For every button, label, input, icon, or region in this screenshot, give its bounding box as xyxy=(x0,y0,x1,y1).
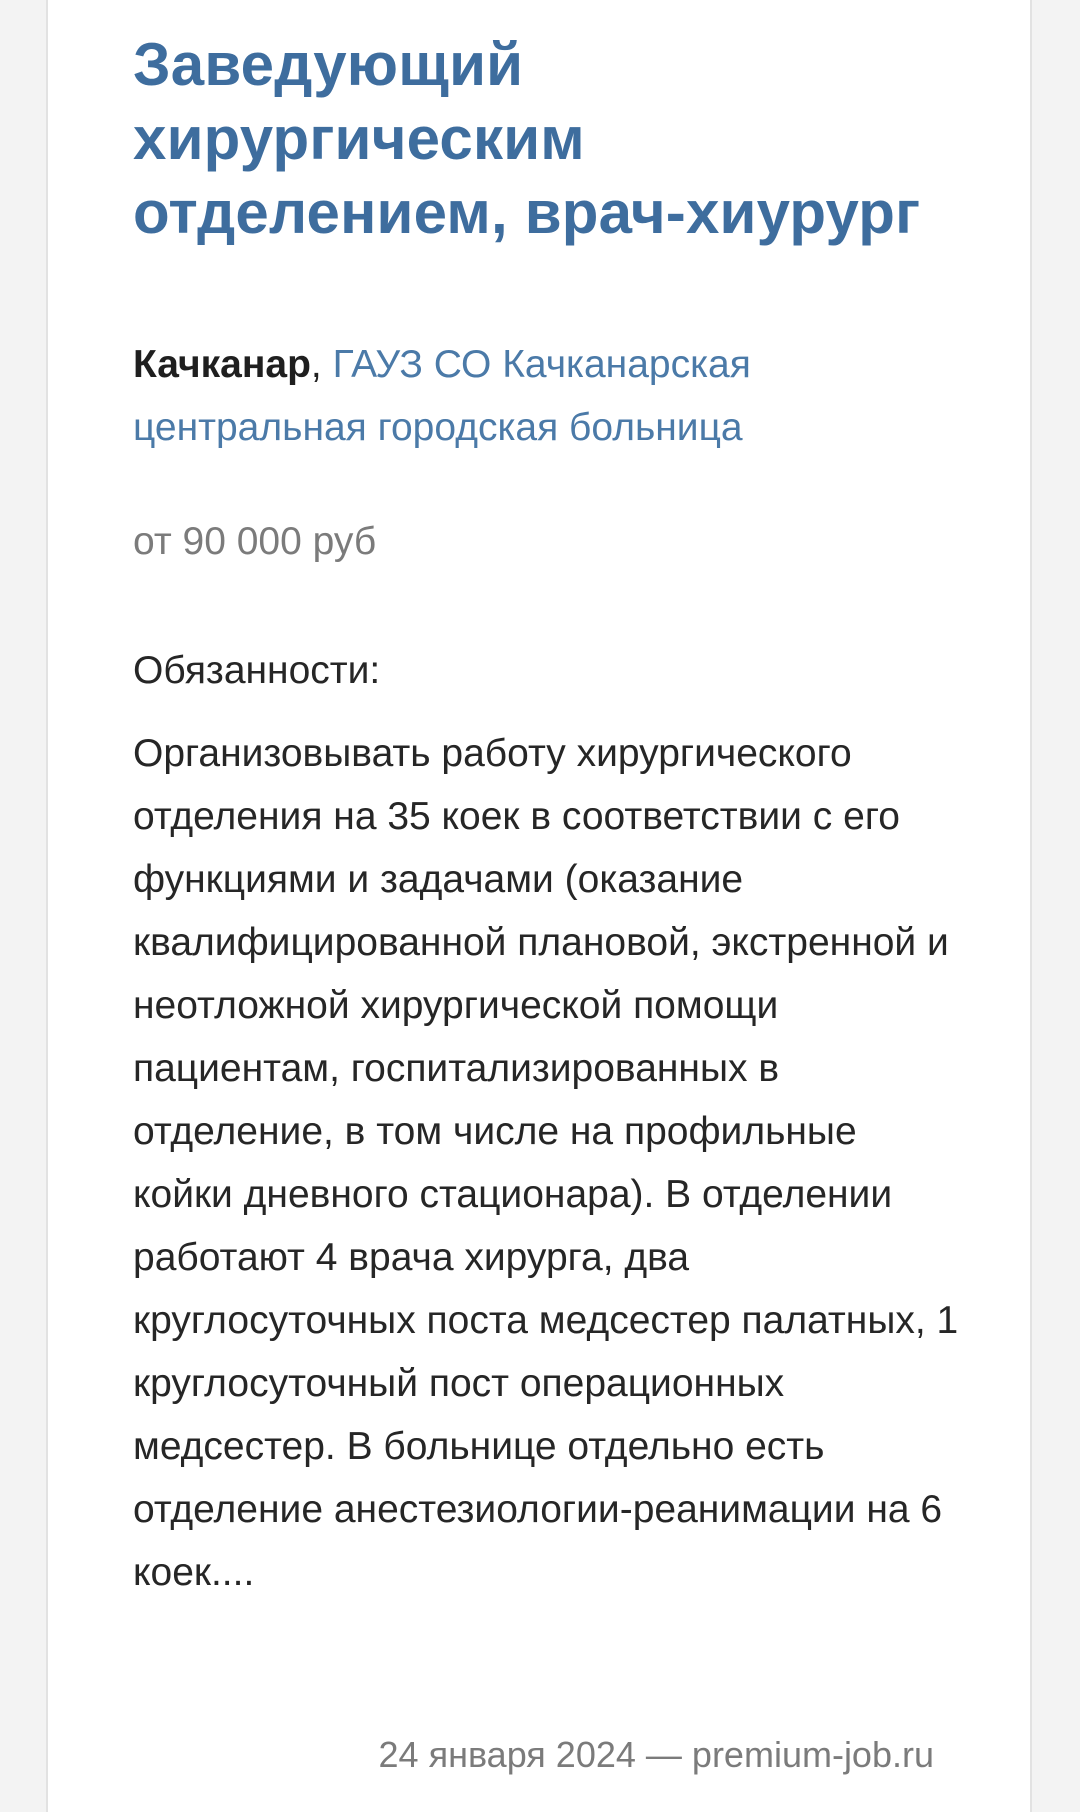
vacancy-salary: от 90 000 руб xyxy=(133,520,377,563)
location-separator: , xyxy=(310,343,333,386)
vacancy-card xyxy=(46,0,1032,1812)
employer-link[interactable]: ГАУЗ СО Качканарская центральная городская больница xyxy=(133,343,751,449)
duties-heading: Обязанности: xyxy=(133,649,381,692)
duties-description: Организовывать работу хирургического отделения на 35 коек в соответствии с его функциями и задачами (оказание квалифицированной плановой, экстренной и неотложной хирургической помощи пациентам, госпитализированных в отделение, в том числе на профильные койки дневного стационара). В отделении работают 4 врача хирурга, два круглосуточных поста медсестер палатных, 1 круглосуточный пост операционных медсестер. В больнице отдельно есть отделение анестезиологии-реанимации на 6 коек.... xyxy=(133,732,959,1594)
publish-date: 24 января 2024 xyxy=(378,1734,636,1775)
vacancy-location-employer xyxy=(133,333,953,459)
vacancy-title[interactable]: Заведующий хирургическим отделением, врач-хиурург xyxy=(133,31,921,246)
vacancy-footer xyxy=(379,1730,934,1780)
source-link[interactable]: premium-job.ru xyxy=(691,1734,934,1775)
footer-dash: — xyxy=(635,1734,692,1775)
vacancy-city: Качканар xyxy=(133,343,311,386)
